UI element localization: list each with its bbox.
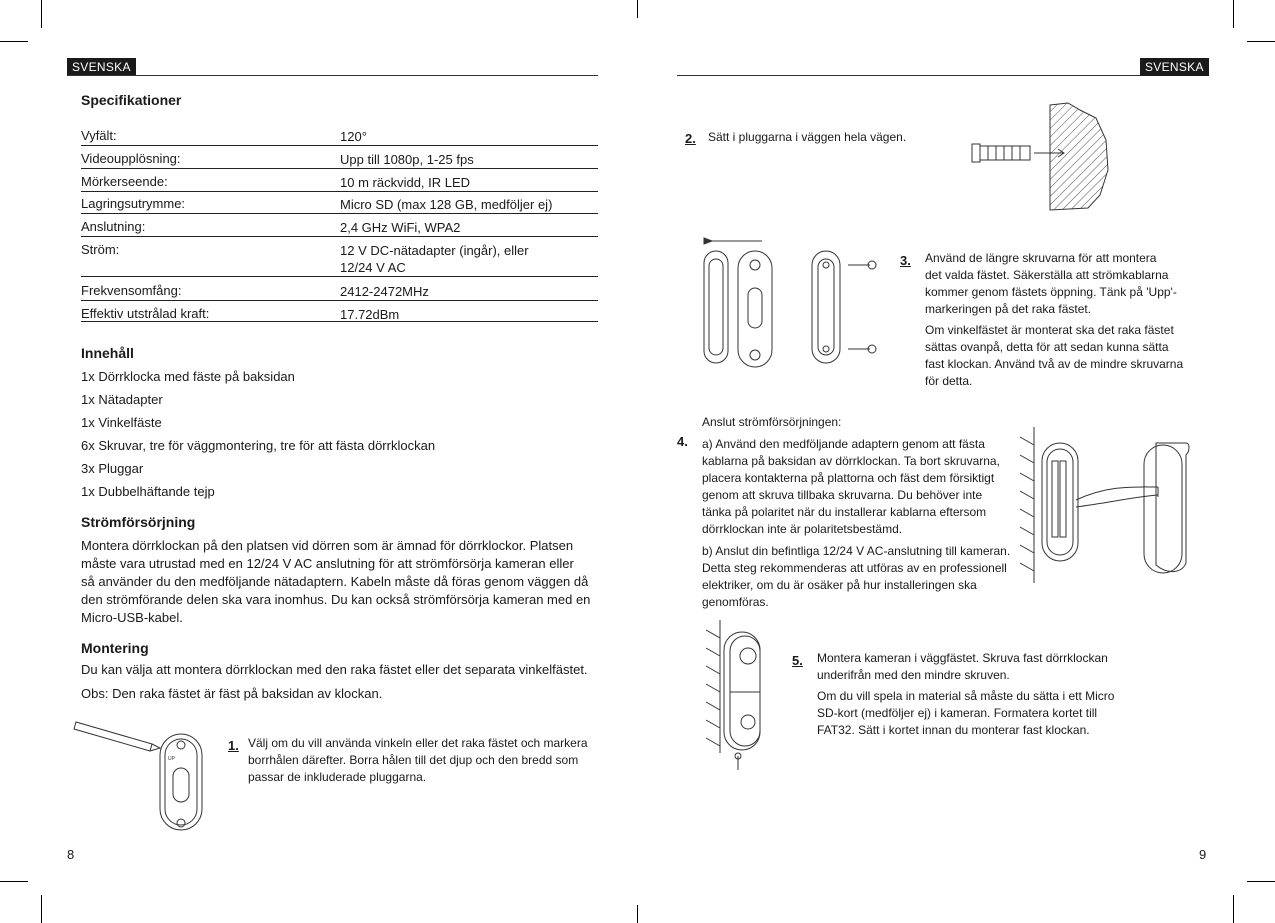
step4-text-line: a) Använd den medföljande adaptern genom att fästa [702, 437, 985, 451]
step4-text-line: placera kontakterna på plattorna och fäst dem försiktigt [702, 471, 995, 485]
spec-row [81, 219, 598, 237]
spec-key: Vyfält: [81, 128, 117, 143]
spec-value: 120° [340, 129, 367, 144]
step2-number: 2. [685, 131, 696, 146]
step4-text-line: tänka på polaritet när du installerar kablarna eftersom [702, 505, 987, 519]
list-item: 1x Dörrklocka med fäste på baksidan [81, 369, 295, 384]
step4-text-line: genom att skruva tillbaka skruvarna. Du behöver inte [702, 488, 983, 502]
list-item: 3x Pluggar [81, 461, 144, 476]
step5-text-line: Montera kameran i väggfästet. Skruva fast dörrklockan [817, 651, 1108, 665]
crop-mark [1233, 895, 1234, 923]
spec-row [81, 306, 598, 322]
step5-text-line: FAT32. Sätt i kortet innan du monterar fast klockan. [817, 723, 1090, 737]
step3-text-line: sättas ovanpå, detta för att sedan kunna sätta [925, 340, 1169, 354]
spec-key: Frekvensomfång: [81, 283, 182, 298]
step5-illustration [700, 618, 775, 778]
spec-row [81, 174, 598, 192]
mount-text-line: Obs: Den raka fästet är fäst på baksidan av klockan. [81, 686, 383, 701]
spec-value: Upp till 1080p, 1-25 fps [340, 152, 474, 167]
step3-text-line: Använd de längre skruvarna för att montera [925, 251, 1157, 265]
contents-title: Innehåll [81, 345, 134, 361]
step4-intro: Anslut strömförsörjningen: [702, 415, 842, 429]
crop-mark [41, 0, 42, 28]
spec-value: 2412-2472MHz [340, 284, 429, 299]
step3-text-line: markeringen på det raka fästet. [925, 302, 1092, 316]
step4-illustration [1018, 425, 1193, 585]
step3-illustration [700, 233, 885, 373]
spec-value: 17.72dBm [340, 307, 400, 322]
crop-mark [41, 895, 42, 923]
step4-text-line: b) Anslut din befintliga 12/24 V AC-anslutning till kameran. [702, 544, 1011, 558]
power-text-line: Micro-USB-kabel. [81, 610, 183, 625]
page-number-left: 8 [67, 847, 75, 862]
header-rule-right [677, 75, 1208, 76]
step2-illustration [968, 100, 1113, 215]
step5-text-line: underifrån med den mindre skruven. [817, 668, 1010, 682]
step3-text-line: det valda fästet. Säkerställa att strömkablarna [925, 268, 1169, 282]
list-item: 1x Vinkelfäste [81, 415, 162, 430]
step3-text-line: kommer genom fästets öppning. Tänk på 'Upp'- [925, 285, 1177, 299]
step1-number: 1. [228, 738, 239, 753]
step4-text-line: genomföras. [702, 595, 769, 609]
spec-row [81, 196, 598, 214]
spec-value-line2: 12/24 V AC [340, 260, 406, 275]
list-item: 1x Nätadapter [81, 392, 163, 407]
bracket-up-label: UP [168, 756, 175, 762]
step5-number: 5. [792, 653, 803, 668]
crop-mark [1247, 881, 1275, 882]
spec-key: Effektiv utstrålad kraft: [81, 306, 210, 321]
power-text-line: så använder du den medföljande nätadaptern. Kabeln måste då föras genom väggen då [81, 574, 589, 589]
spec-value: 12 V DC-nätadapter (ingår), eller [340, 243, 529, 258]
step5-text-line: SD-kort (medföljer ej) i kameran. Formatera kortet till [817, 706, 1098, 720]
spec-row [81, 128, 598, 146]
step1-illustration [72, 720, 222, 835]
crop-mark [0, 881, 28, 882]
language-tag-left: SVENSKA [67, 58, 136, 76]
list-item: 6x Skruvar, tre för väggmontering, tre för att fästa dörrklockan [81, 438, 436, 453]
step1-text-line: Välj om du vill använda vinkeln eller det raka fästet och markera [248, 736, 588, 750]
list-item: 1x Dubbelhäftande tejp [81, 484, 215, 499]
step4-text-line: Detta steg rekommenderas att utföras av en professionell [702, 561, 1007, 575]
step5-text-line: Om du vill spela in material så måste du sätta i ett Micro [817, 689, 1115, 703]
language-tag-right: SVENSKA [1140, 58, 1209, 76]
crop-mark [0, 41, 28, 42]
step3-text-line: fast klockan. Använd två av de mindre skruvarna [925, 357, 1184, 371]
step2-text: Sätt i pluggarna i väggen hela vägen. [708, 130, 907, 144]
crop-mark [637, 0, 638, 18]
spec-value: Micro SD (max 128 GB, medföljer ej) [340, 197, 553, 212]
power-text-line: Montera dörrklockan på den platsen vid dörren som är ämnad för dörrklockor. Platsen [81, 538, 574, 553]
mount-text-line: Du kan välja att montera dörrklockan med den raka fästet eller det separata vinkelfästet. [81, 662, 588, 677]
step3-number: 3. [900, 253, 911, 268]
power-title: Strömförsörjning [81, 514, 196, 530]
spec-value: 2,4 GHz WiFi, WPA2 [340, 220, 461, 235]
step3-text-line: för detta. [925, 374, 973, 388]
page-number-right: 9 [1199, 847, 1207, 862]
crop-mark [1247, 41, 1275, 42]
mount-title: Montering [81, 640, 149, 656]
crop-mark [637, 905, 638, 923]
power-text-line: den strömförande delen ska vara inomhus. Du kan också strömförsörja kameran med en [81, 592, 591, 607]
spec-row [81, 283, 598, 301]
spec-key: Videoupplösning: [81, 151, 181, 166]
spec-key: Anslutning: [81, 219, 146, 234]
spec-key: Ström: [81, 242, 120, 257]
step4-text-line: kablarna på baksidan av dörrklockan. Ta bort skruvarna, [702, 454, 1000, 468]
crop-mark [1233, 0, 1234, 28]
step1-text-line: borrhålen därefter. Borra hålen till det djup och den bredd som [248, 753, 579, 767]
spec-key: Mörkerseende: [81, 174, 168, 189]
header-rule-left [67, 75, 598, 76]
spec-title: Specifikationer [81, 92, 182, 108]
step4-text-line: dörrklockan inte är polaritetsbestämd. [702, 522, 903, 536]
spec-value: 10 m räckvidd, IR LED [340, 175, 471, 190]
step3-text-line: Om vinkelfästet är monterat ska det raka fästet [925, 323, 1174, 337]
spec-row [81, 242, 598, 277]
step4-text-line: elektriker, om du är osäker på hur installeringen ska [702, 578, 977, 592]
spec-row [81, 151, 598, 169]
spec-key: Lagringsutrymme: [81, 196, 186, 211]
step4-number: 4. [677, 434, 688, 449]
power-text-line: måste vara utrustad med en 12/24 V AC anslutning för att strömförsörja kameran eller [81, 556, 574, 571]
step1-text-line: passar de inkluderade pluggarna. [248, 770, 427, 784]
